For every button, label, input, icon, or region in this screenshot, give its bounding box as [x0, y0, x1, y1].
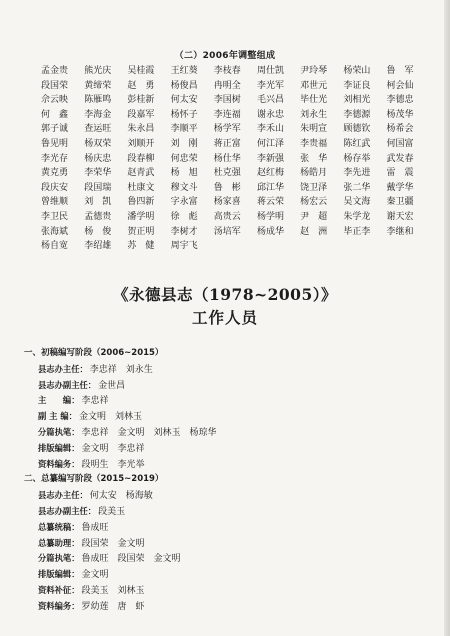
member-name: 李贵福 [300, 138, 328, 149]
role-label: 县志办副主任： [38, 505, 97, 516]
member-name: 高贵云 [213, 211, 241, 222]
member-name: 李海金 [84, 109, 112, 120]
member-name: 杨俊昌 [170, 80, 198, 91]
book-title: 《永德县志（1978~2005）》 [112, 285, 338, 304]
role-row [24, 488, 424, 504]
member-name: 何 鑫 [41, 109, 69, 120]
role-row [24, 409, 424, 425]
member-name: 张 华 [300, 153, 328, 164]
member-name: 杨存举 [343, 153, 371, 164]
member-name: 杨 俊 [84, 226, 112, 237]
member-name: 汤培军 [213, 226, 241, 237]
member-name: 黄克勇 [41, 168, 69, 179]
role-value: 段美玉 刘林玉 [81, 585, 145, 596]
member-name: 杜康文 [127, 182, 155, 193]
member-name: 朱明宣 [300, 124, 328, 135]
member-name: 杨茂华 [386, 109, 414, 120]
member-name: 毕正李 [343, 226, 371, 237]
role-row [24, 362, 424, 378]
role-value: 何太安 杨海敏 [89, 491, 153, 502]
role-row [24, 567, 424, 583]
member-name: 刘顺开 [127, 138, 155, 149]
member-name: 孟德贵 [84, 211, 112, 222]
member-name: 邱江华 [256, 182, 284, 193]
member-name: 杨双荣 [84, 138, 112, 149]
role-row [24, 583, 424, 599]
member-name: 曾维顺 [41, 197, 69, 208]
role-label: 排版编辑： [38, 569, 80, 580]
member-name: 赵红梅 [256, 168, 284, 179]
role-label: 主 编： [38, 395, 80, 406]
role-value: 金文明 [81, 570, 109, 581]
member-name: 段春柳 [127, 153, 155, 164]
member-name: 周仕凯 [256, 66, 284, 76]
member-name: 杨皓月 [300, 168, 328, 179]
member-name: 谢永忠 [256, 109, 284, 120]
member-name: 何太安 [170, 95, 198, 106]
member-name: 李卫民 [41, 211, 69, 222]
member-name: 杨 旭 [170, 168, 198, 179]
member-name: 朱学龙 [343, 211, 371, 222]
role-row [24, 393, 424, 409]
member-name: 朱永昌 [127, 124, 155, 135]
member-name: 李顺平 [170, 124, 198, 135]
role-label: 资料编务： [38, 458, 80, 469]
member-name: 顾德钦 [343, 124, 371, 135]
member-name: 戴学华 [386, 182, 414, 193]
role-label: 总纂助理： [38, 537, 80, 548]
member-name: 杨仕华 [213, 153, 241, 164]
member-name: 杜克强 [213, 168, 241, 179]
member-name: 李绍雄 [84, 241, 112, 252]
member-name: 何国富 [386, 138, 414, 149]
member-name: 杨自宽 [41, 241, 69, 252]
member-name: 杨学军 [213, 124, 241, 135]
role-value: 鲁成旺 段国荣 金文明 [81, 554, 181, 565]
member-name: 鲁四新 [127, 197, 155, 208]
role-value: 李忠祥 金文明 刘林玉 杨琼华 [81, 427, 217, 438]
member-name: 郭子诚 [41, 124, 69, 135]
role-value: 段国荣 金文明 [81, 538, 145, 549]
role-row [24, 457, 424, 473]
role-label: 资料补征： [38, 584, 80, 595]
role-label: 县志办主任： [38, 363, 88, 374]
member-name: 李光军 [256, 80, 284, 91]
member-name: 段国瑞 [84, 182, 112, 193]
member-name: 蒋正富 [213, 138, 241, 149]
member-name: 李新强 [256, 153, 284, 164]
member-name: 杨希会 [386, 124, 414, 135]
role-value: 罗幼莲 唐 虾 [81, 601, 145, 612]
member-name: 秦卫疆 [386, 197, 414, 208]
phase-heading: 二、总纂编写阶段（2015~2019） [24, 474, 164, 485]
member-name: 贺正明 [127, 226, 155, 237]
member-name: 鲁见明 [41, 138, 69, 149]
member-name: 饶卫泽 [300, 182, 328, 193]
member-name: 李连福 [213, 109, 241, 120]
member-name: 王红葵 [170, 66, 198, 76]
member-name: 李继和 [386, 226, 414, 237]
role-value: 李忠祥 刘永生 [89, 364, 153, 375]
member-name: 杨宏云 [300, 197, 328, 208]
member-name: 陈雁鸣 [84, 95, 112, 106]
member-name: 张二华 [343, 182, 371, 193]
role-label: 县志办副主任： [38, 379, 97, 390]
role-label: 资料编务： [38, 600, 80, 611]
member-name: 查运旺 [84, 124, 112, 135]
member-name: 杨成华 [256, 226, 284, 237]
role-value: 金文明 李忠祥 [81, 443, 145, 454]
member-name: 鲁 彬 [213, 182, 241, 193]
member-name: 李先进 [343, 168, 371, 179]
member-name: 刘 凯 [84, 197, 112, 208]
member-name: 段嘉军 [127, 109, 155, 120]
phase-heading: 一、初稿编写阶段（2006~2015） [24, 348, 164, 358]
role-value: 段明生 李光举 [81, 459, 145, 470]
member-name: 武发春 [386, 153, 414, 164]
role-row [24, 378, 424, 394]
member-name: 毛兴昌 [256, 95, 284, 106]
member-name: 李国树 [213, 95, 241, 106]
member-name: 黄缔荣 [84, 80, 112, 91]
member-name: 陈红武 [343, 138, 371, 149]
member-name: 刘永生 [300, 109, 328, 120]
member-name: 赵青武 [127, 168, 155, 179]
role-label: 分篇执笔： [38, 426, 80, 437]
member-name: 何江泽 [256, 138, 284, 149]
role-row [24, 520, 424, 536]
member-name: 赵 洲 [300, 226, 328, 237]
member-name: 冉明全 [213, 80, 241, 91]
section-title: （二）2006年调整组成 [174, 51, 276, 61]
member-name: 李光存 [41, 153, 69, 164]
member-name: 吴文海 [343, 197, 371, 208]
member-name: 李树才 [170, 226, 198, 237]
role-row [24, 551, 424, 567]
role-row [24, 504, 424, 520]
member-name: 刘相光 [343, 95, 371, 106]
member-name: 邓世元 [300, 80, 328, 91]
member-name: 鲁 军 [386, 66, 414, 76]
member-name: 李德源 [343, 109, 371, 120]
member-name: 杨怀子 [170, 109, 198, 120]
role-value: 金文明 刘林玉 [78, 412, 142, 423]
member-name: 雷 震 [386, 168, 414, 179]
member-name: 李荣华 [84, 168, 112, 179]
role-value: 段美玉 [98, 506, 126, 517]
member-name: 杨庆忠 [84, 153, 112, 164]
member-name: 毕仕光 [300, 95, 328, 106]
member-name: 字永富 [170, 197, 198, 208]
role-label: 分篇执笔： [38, 553, 80, 564]
role-row [24, 599, 424, 615]
role-row [24, 441, 424, 457]
member-name: 柯会仙 [386, 80, 414, 91]
role-value: 鲁成旺 [81, 522, 109, 533]
member-name: 杨荣山 [343, 66, 371, 76]
member-name: 何忠荣 [170, 153, 198, 164]
member-name: 佘云映 [41, 95, 69, 106]
member-name: 苏 健 [127, 241, 155, 252]
member-name: 孟金贵 [41, 66, 69, 76]
member-name: 段国荣 [41, 80, 69, 91]
member-name: 杨家喜 [213, 197, 241, 208]
role-row [24, 536, 424, 552]
member-name: 尹玲琴 [300, 66, 328, 76]
role-row [24, 425, 424, 441]
member-names-grid [41, 64, 431, 254]
member-name: 赵 勇 [127, 80, 155, 91]
role-label: 县志办主任： [38, 490, 88, 501]
member-name: 刘 刚 [170, 138, 198, 149]
member-name: 谢天宏 [386, 211, 414, 222]
member-name: 李德忠 [386, 95, 414, 106]
role-label: 总纂统稿： [38, 521, 80, 532]
member-name: 蒋云荣 [256, 197, 284, 208]
member-name: 穆文斗 [170, 182, 198, 193]
member-name: 尹 超 [300, 211, 328, 222]
member-name: 张海斌 [41, 226, 69, 237]
member-name: 李证良 [343, 80, 371, 91]
member-name: 彭桂新 [127, 95, 155, 106]
member-name: 李禾山 [256, 124, 284, 135]
member-name: 吴桂霞 [127, 66, 155, 76]
member-name: 潘学明 [127, 211, 155, 222]
member-name: 熊光庆 [84, 66, 112, 76]
role-value: 李忠祥 [81, 396, 109, 407]
role-value: 金世昌 [98, 380, 126, 391]
role-label: 排版编辑： [38, 442, 80, 453]
member-name: 周宇飞 [170, 241, 198, 252]
staff-phase-list [24, 346, 424, 615]
book-subtitle: 工作人员 [191, 308, 258, 327]
member-name: 杨学明 [256, 211, 284, 222]
member-name: 段庆安 [41, 182, 69, 193]
role-label: 副 主 编： [38, 411, 77, 422]
member-name: 徐 彪 [170, 211, 198, 222]
member-name: 李枝春 [213, 66, 241, 76]
